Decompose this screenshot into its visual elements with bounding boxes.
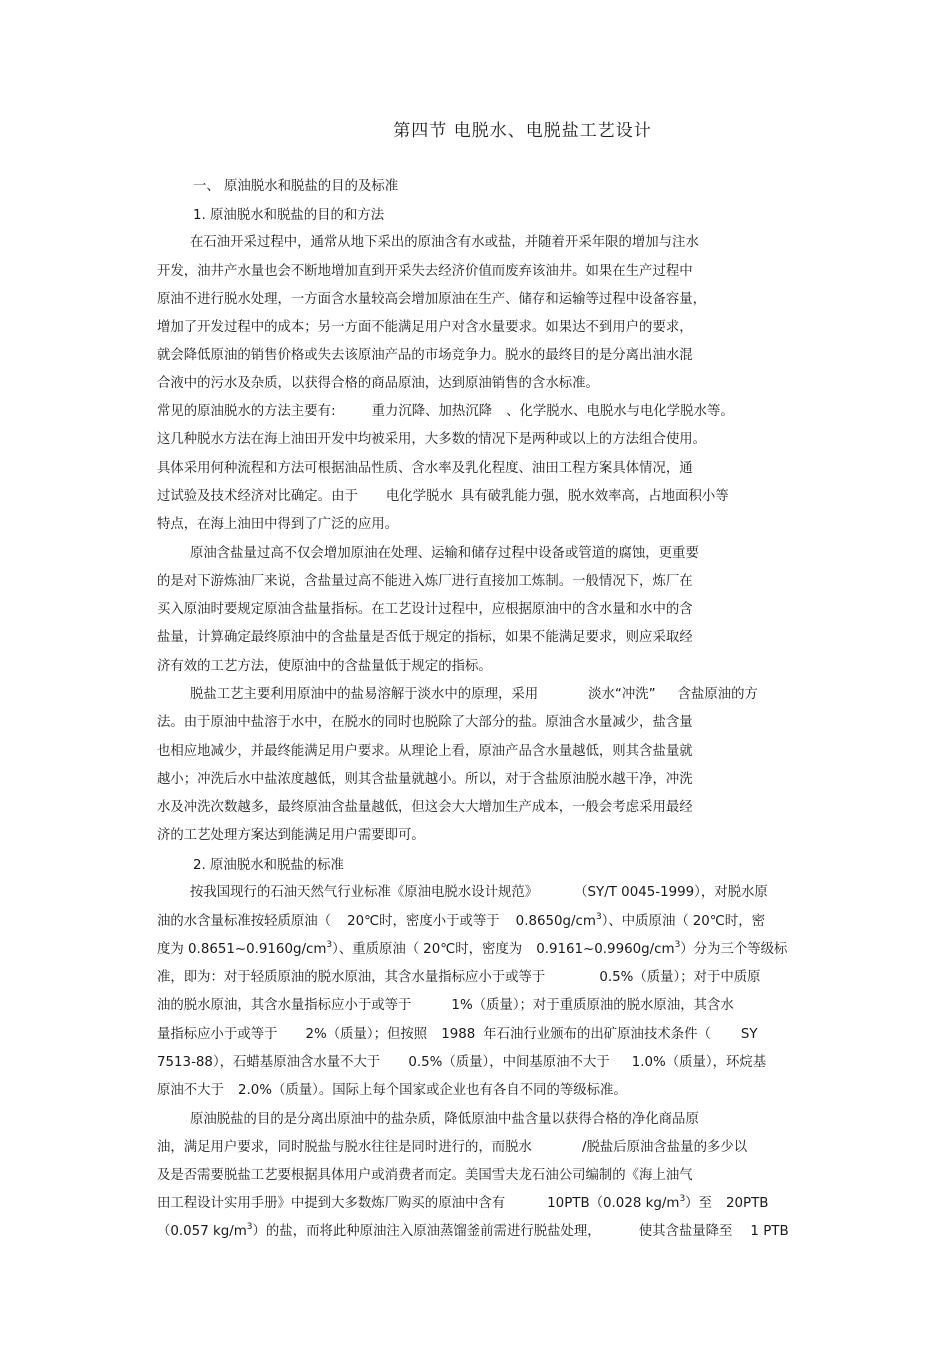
paragraph-line: 买入原油时要规定原油含盐量指标。在工艺设计过程中，应根据原油中的含水量和水中的含 bbox=[157, 602, 693, 617]
text-segment: 20PTB bbox=[725, 1196, 769, 1211]
superscript: 3 bbox=[246, 1222, 253, 1232]
text-segment: 、化学脱水、电脱水与电化学脱水等。 bbox=[506, 404, 734, 419]
text-segment: ）分为三个等级标 bbox=[680, 942, 788, 957]
paragraph-line: 及是否需要脱盐工艺要根据具体用户或消费者而定。美国雪夫龙石油公司编制的《海上油气 bbox=[157, 1168, 693, 1183]
paragraph-line: 开发，油井产水量也会不断地增加直到开采失去经济价值而废弃该油井。如果在生产过程中 bbox=[157, 264, 693, 279]
text-segment: ）的盐，而将此种原油注入原油蒸馏釜前需进行脱盐处理， bbox=[252, 1224, 601, 1239]
paragraph-line: 的是对下游炼油厂来说，含盐量过高不能进入炼厂进行直接加工炼制。一般情况下，炼厂在 bbox=[157, 574, 693, 589]
text-segment: 2%（质量）；但按照 bbox=[305, 1027, 428, 1042]
heading-level-2: 2. 原油脱水和脱盐的标准 bbox=[193, 858, 344, 873]
superscript: 3 bbox=[326, 940, 333, 950]
superscript: 3 bbox=[674, 940, 681, 950]
paragraph-line bbox=[157, 1138, 747, 1158]
paragraph-line bbox=[190, 685, 758, 705]
text-segment: 2.0%（质量）。国际上每个国家或企业也有各自不同的等级标准。 bbox=[237, 1083, 627, 1098]
text-segment: 10PTB（0.028 kg/m bbox=[547, 1196, 680, 1211]
heading-level-2: 1. 原油脱水和脱盐的目的和方法 bbox=[193, 208, 385, 223]
section-title: 第四节 电脱水、电脱盐工艺设计 bbox=[393, 121, 652, 141]
text-segment: 常见的原油脱水的方法主要有: bbox=[157, 404, 336, 419]
paragraph-line bbox=[157, 1025, 758, 1045]
paragraph-line: 越小；冲洗后水中盐浓度越低，则其含盐量就越小。所以，对于含盐原油脱水越干净，冲洗 bbox=[157, 772, 693, 787]
paragraph-line bbox=[157, 912, 765, 932]
text-segment: 1 PTB bbox=[750, 1224, 789, 1239]
paragraph-line bbox=[157, 1222, 789, 1242]
paragraph-line: 原油不进行脱水处理，一方面含水量较高会增加原油在生产、储存和运输等过程中设备容量， bbox=[157, 292, 707, 307]
paragraph-line: 盐量，计算确定最终原油中的含盐量是否低于规定的指标，如果不能满足要求，则应采取经 bbox=[157, 630, 693, 645]
text-segment: 过试验及技术经济对比确定。由于 bbox=[157, 489, 358, 504]
text-segment: 重力沉降、加热沉降 bbox=[371, 404, 493, 419]
text-segment: 20℃时，密度为 bbox=[423, 942, 523, 957]
paragraph-line bbox=[157, 1194, 768, 1214]
text-segment: 年石油行业颁布的出矿原油技术条件（ bbox=[483, 1027, 711, 1042]
text-segment: 按我国现行的石油天然气行业标准《原油电脱水设计规范》 bbox=[190, 885, 539, 900]
paragraph-line: 水及冲洗次数越多，最终原油含盐量越低，但这会大大增加生产成本，一般会考虑采用最经 bbox=[157, 800, 693, 815]
text-segment: 1988 bbox=[441, 1027, 476, 1042]
text-segment: （0.057 kg/m bbox=[157, 1224, 247, 1239]
text-segment: ）、中质原油（ bbox=[601, 914, 689, 929]
text-segment: 0.9161~0.9960g/cm bbox=[536, 942, 675, 957]
heading-level-1: 一、 原油脱水和脱盐的目的及标准 bbox=[193, 179, 399, 194]
paragraph-line bbox=[157, 1081, 627, 1101]
paragraph-line bbox=[157, 487, 729, 507]
paragraph-line: 法。由于原油中盐溶于水中，在脱水的同时也脱除了大部分的盐。原油含水量减少，盐含量 bbox=[157, 715, 693, 730]
text-segment: 量指标应小于或等于 bbox=[157, 1027, 278, 1042]
text-segment: SY bbox=[740, 1027, 758, 1042]
paragraph-line: 就会降低原油的销售价格或失去该原油产品的市场竞争力。脱水的最终目的是分离出油水混 bbox=[157, 348, 693, 363]
text-segment: ）、重质原油（ bbox=[332, 942, 420, 957]
text-segment: 度为 0.8651~0.9160g/cm bbox=[157, 942, 327, 957]
text-segment: 原油不大于 bbox=[157, 1083, 224, 1098]
paragraph-line: 具体采用何种流程和方法可根据油品性质、含水率及乳化程度、油田工程方案具体情况，通 bbox=[157, 461, 693, 476]
text-segment: 20℃时，密 bbox=[692, 914, 765, 929]
text-segment: 具有破乳能力强，脱水效率高，占地面积小等 bbox=[460, 489, 729, 504]
paragraph-line: 济的工艺处理方案达到能满足用户需要即可。 bbox=[157, 828, 425, 843]
paragraph-line bbox=[157, 940, 787, 960]
paragraph-line: 这几种脱水方法在海上油田开发中均被采用，大多数的情况下是两种或以上的方法组合使用。 bbox=[157, 432, 707, 447]
text-segment: ）至 bbox=[685, 1196, 712, 1211]
superscript: 3 bbox=[679, 1194, 686, 1204]
paragraph-line bbox=[190, 883, 768, 903]
text-segment: 1.0%（质量），环烷基 bbox=[631, 1055, 767, 1070]
paragraph-line: 在石油开采过程中，通常从地下采出的原油含有水或盐，并随着开采年限的增加与注水 bbox=[190, 235, 699, 250]
text-segment: 田工程设计实用手册》中提到大多数炼厂购买的原油中含有 bbox=[157, 1196, 506, 1211]
paragraph-line bbox=[157, 996, 734, 1016]
paragraph-line bbox=[157, 1053, 766, 1073]
text-segment: 7513-88），石蜡基原油含水量不大于 bbox=[157, 1055, 381, 1070]
text-segment: 油的水含量标准按轻质原油（ bbox=[157, 914, 332, 929]
text-segment: 脱盐工艺主要利用原油中的盐易溶解于淡水中的原理，采用 bbox=[190, 687, 539, 702]
text-segment: 含盐原油的方 bbox=[677, 687, 758, 702]
paragraph-line: 合液中的污水及杂质，以获得合格的商品原油，达到原油销售的含水标准。 bbox=[157, 376, 599, 391]
text-segment: 油的脱水原油，其含水量指标应小于或等于 bbox=[157, 998, 412, 1013]
text-segment: 20℃时，密度小于或等于 bbox=[347, 914, 500, 929]
text-segment: /脱盐后原油含盐量的多少以 bbox=[581, 1140, 748, 1155]
text-segment: 1%（质量）；对于重质原油的脱水原油，其含水 bbox=[451, 998, 734, 1013]
paragraph-line: 原油脱盐的目的是分离出原油中的盐杂质，降低原油中盐含量以获得合格的净化商品原 bbox=[190, 1112, 699, 1127]
paragraph-line: 特点，在海上油田中得到了广泛的应用。 bbox=[157, 517, 399, 532]
paragraph-line bbox=[157, 968, 761, 988]
text-segment: 油，满足用户要求，同时脱盐与脱水往往是同时进行的，而脱水 bbox=[157, 1140, 532, 1155]
superscript: 3 bbox=[595, 912, 602, 922]
text-segment: 0.5%（质量）；对于中质原 bbox=[599, 970, 761, 985]
paragraph-line: 济有效的工艺方法，使原油中的含盐量低于规定的指标。 bbox=[157, 659, 492, 674]
text-segment: 淡水“冲洗” bbox=[588, 687, 656, 702]
text-segment: 使其含盐量降至 bbox=[638, 1224, 733, 1239]
paragraph-line: 也相应地减少，并最终能满足用户要求。从理论上看，原油产品含水量越低，则其含盐量就 bbox=[157, 744, 693, 759]
paragraph-line bbox=[157, 402, 734, 422]
paragraph-line: 增加了开发过程中的成本；另一方面不能满足用户对含水量要求。如果达不到用户的要求， bbox=[157, 320, 693, 335]
text-segment: 0.5%（质量），中间基原油不大于 bbox=[408, 1055, 610, 1070]
text-segment: （SY/T 0045-1999），对脱水原 bbox=[574, 885, 768, 900]
paragraph-line: 原油含盐量过高不仅会增加原油在处理、运输和储存过程中设备或管道的腐蚀，更重要 bbox=[190, 546, 699, 561]
text-segment: 准，即为：对于轻质原油的脱水原油，其含水量指标应小于或等于 bbox=[157, 970, 546, 985]
text-segment: 0.8650g/cm bbox=[515, 914, 596, 929]
text-segment: 电化学脱水 bbox=[385, 489, 453, 504]
